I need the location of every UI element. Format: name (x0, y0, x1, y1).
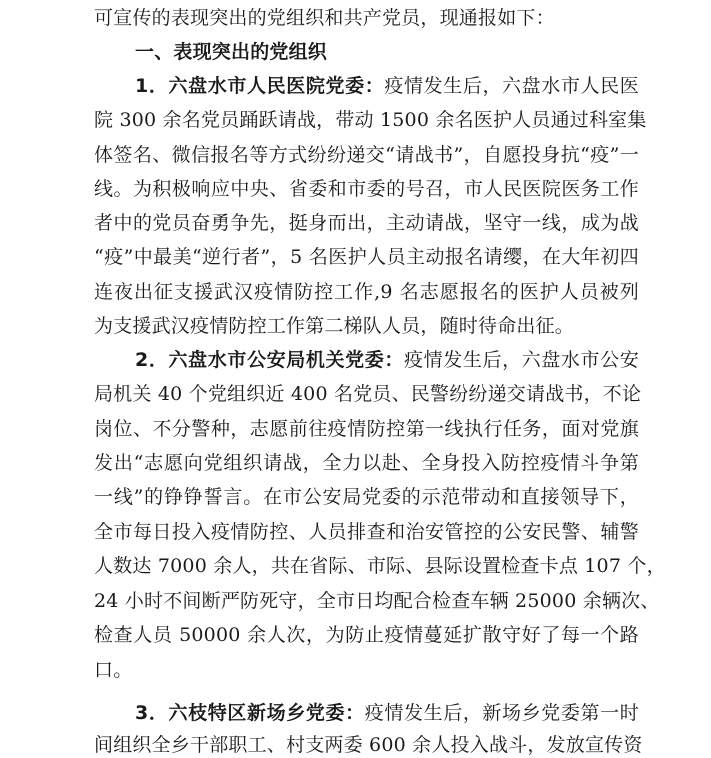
item-3-title: 六枝特区新场乡党委： (168, 702, 365, 724)
item-1-text-line-7: 连夜出征支援武汉疫情防控工作,9 名志愿报名的医护人员被列 (94, 281, 639, 303)
item-2-text-line-6: 全市每日投入疫情防控、人员排查和治安管控的公安民警、辅警 (94, 521, 639, 543)
item-2-text-line-4: 发出“志愿向党组织请战，全力以赴、全身投入防控疫情斗争第 (94, 452, 639, 474)
item-1-text-line-8: 为支援武汉疫情防控工作第二梯队人员，随时待命出征。 (94, 315, 575, 337)
item-1-text-line-3: 体签名、微信报名等方式纷纷递交“请战书”，自愿投身抗“疫”一 (94, 144, 639, 166)
item-3-number: 3． (135, 702, 169, 724)
item-1-first-line (135, 73, 639, 99)
item-1-text-line-2: 院 300 余名党员踊跃请战，带动 1500 余名医护人员通过科室集 (94, 109, 647, 131)
item-2-text-line-8: 24 小时不间断严防死守，全市日均配合检查车辆 25000 余辆次、 (94, 590, 660, 612)
item-3-first-line (135, 700, 639, 726)
section-heading: 一、表现突出的党组织 (135, 41, 328, 63)
item-2-title: 六盘水市公安局机关党委： (168, 349, 404, 371)
item-2-text-line-10: 口。 (94, 659, 133, 681)
item-2-first-line (135, 347, 639, 373)
item-2-text-line-9: 检查人员 50000 余人次，为防止疫情蔓延扩散守好了每一个路 (94, 624, 639, 646)
item-2-text-line-2: 局机关 40 个党组织近 400 名党员、民警纷纷递交请战书，不论 (94, 383, 642, 405)
item-2-text-line-3: 岗位、不分警种，志愿前往疫情防控第一线执行任务，面对党旗 (94, 418, 639, 440)
item-2-text-line-5: 一线”的铮铮誓言。在市公安局党委的示范带动和直接领导下， (94, 486, 639, 508)
item-1-text-line-4: 线。为积极响应中央、省委和市委的号召，市人民医院医务工作 (94, 178, 639, 200)
item-1-title: 六盘水市人民医院党委： (168, 75, 385, 97)
item-2-text-line-1: 疫情发生后，六盘水市公安 (403, 349, 640, 371)
item-1-number: 1． (135, 75, 169, 97)
item-1-text-line-6: “疫”中最美“逆行者”，5 名医护人员主动报名请缨，在大年初四 (94, 246, 639, 268)
item-2-text-line-7: 人数达 7000 余人，共在省际、市际、县际设置检查卡点 107 个， (94, 555, 666, 577)
item-3-text-line-1: 疫情发生后，新场乡党委第一时 (364, 702, 639, 724)
intro-line: 可宣传的表现突出的党组织和共产党员，现通报如下： (94, 7, 555, 29)
item-2-number: 2． (135, 349, 169, 371)
item-3-text-line-2: 间组织全乡干部职工、村支两委 600 余人投入战斗，发放宣传资 (94, 734, 643, 756)
item-1-text-line-5: 者中的党员奋勇争先，挺身而出，主动请战，坚守一线，成为战 (94, 212, 639, 234)
item-1-text-line-1: 疫情发生后，六盘水市人民医 (384, 75, 639, 97)
